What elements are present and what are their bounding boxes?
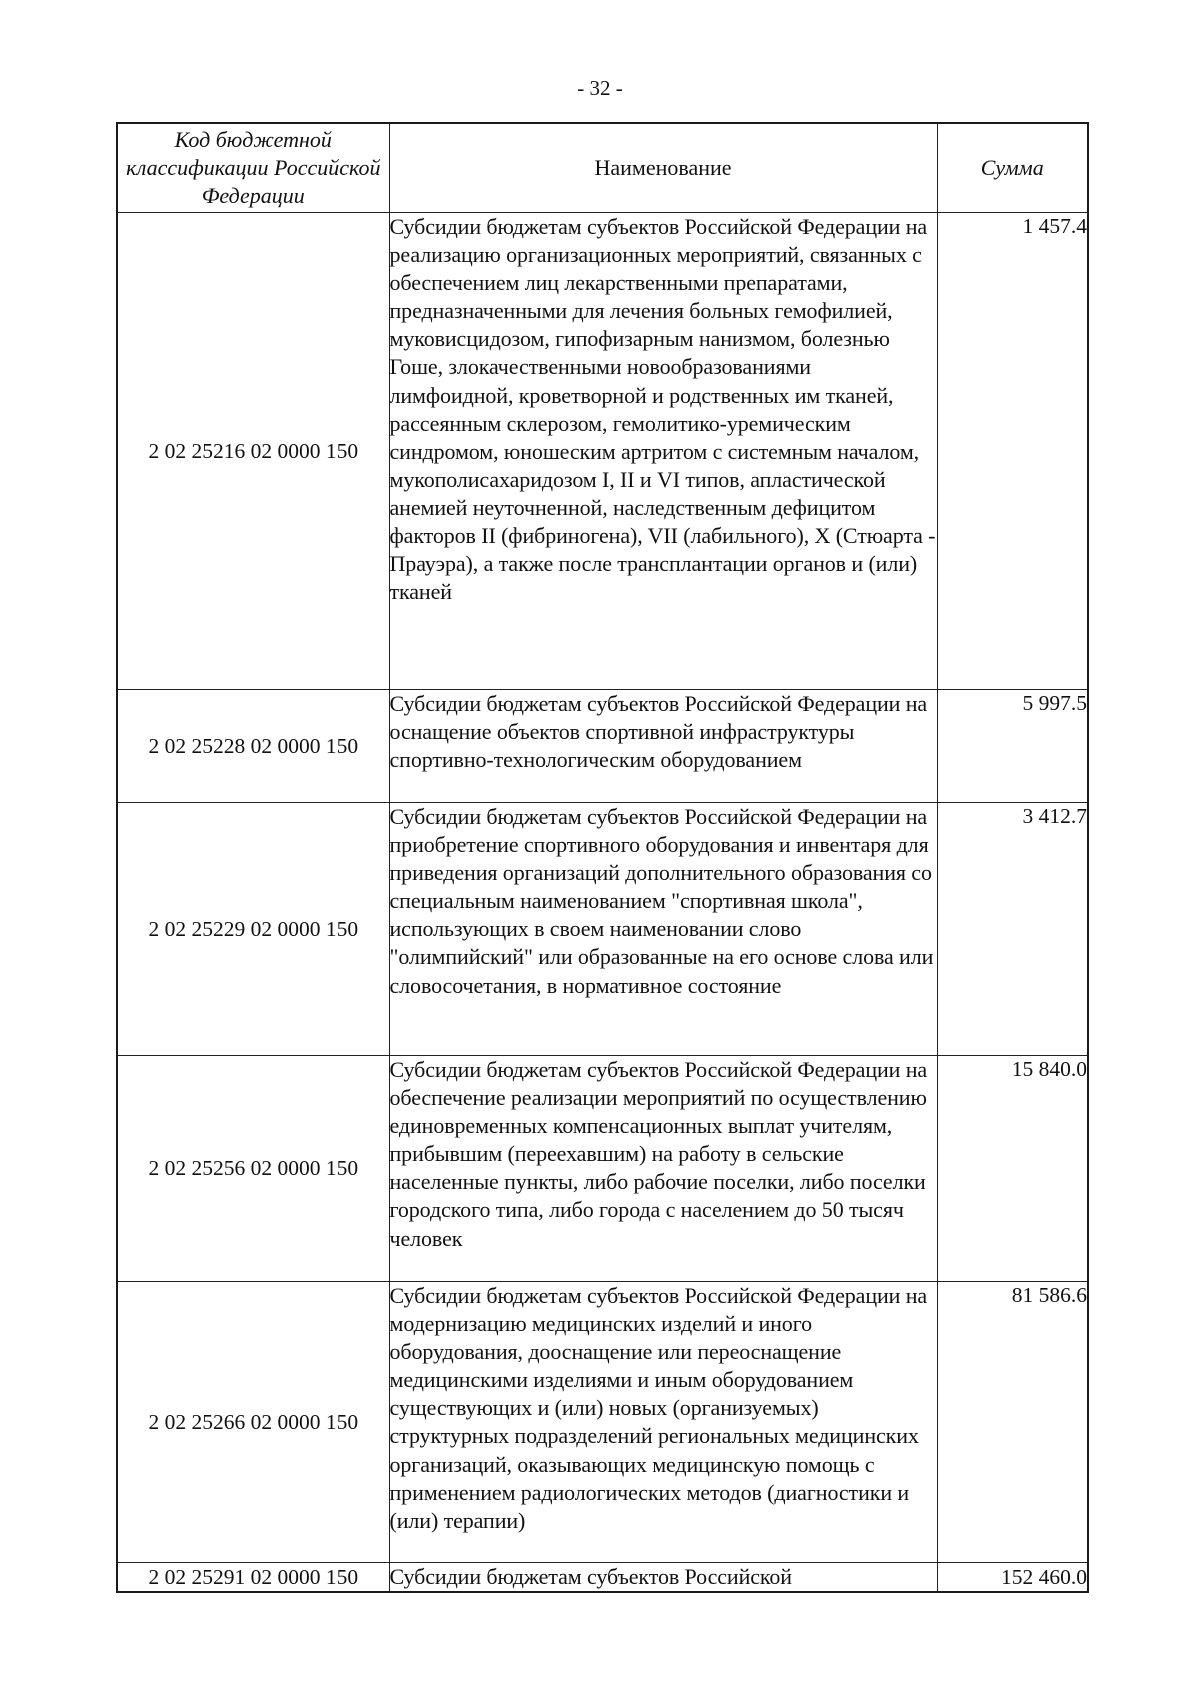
row-code: 2 02 25229 02 0000 150: [117, 803, 389, 1056]
row-code: 2 02 25291 02 0000 150: [117, 1563, 389, 1593]
row-code: 2 02 25228 02 0000 150: [117, 690, 389, 803]
table-row: [117, 803, 1088, 1056]
header-code: Код бюджетной классификации Российской Федерации: [117, 123, 389, 213]
table-row: [117, 690, 1088, 803]
row-name: Субсидии бюджетам субъектов Российской Федерации на реализацию организационных мероприятий, связанных с обеспечением лиц лекарственными препаратами, предназначенными для лечения больных гемофилией, муковисцидозом, гипофизарным нанизмом, болезнью Гоше, злокачественными новообразованиями лимфоидной, кроветворной и родственных им тканей, рассеянным склерозом, гемолитико-уремическим синдромом, юношеским артритом с системным началом, мукополисахаридозом I, II и VI типов, апластической анемией неуточненной, наследственным дефицитом факторов II (фибриногена), VII (лабильного), X (Стюарта - Прауэра), а также после трансплантации органов и (или) тканей: [389, 213, 937, 690]
header-sum: Сумма: [937, 123, 1088, 213]
row-name: Субсидии бюджетам субъектов Российской Федерации на модернизацию медицинских изделий и иного оборудования, дооснащение или переоснащение медицинскими изделиями и иным оборудованием существующих и (или) новых (организуемых) структурных подразделений региональных медицинских организаций, оказывающих медицинскую помощь с применением радиологических методов (диагностики и (или) терапии): [389, 1282, 937, 1563]
row-sum: 5 997.5: [937, 690, 1088, 803]
budget-table: [116, 122, 1089, 1593]
row-code: 2 02 25266 02 0000 150: [117, 1282, 389, 1563]
row-code: 2 02 25256 02 0000 150: [117, 1056, 389, 1282]
table-row: [117, 1563, 1088, 1593]
table-row: [117, 1282, 1088, 1563]
row-sum: 15 840.0: [937, 1056, 1088, 1282]
row-name: Субсидии бюджетам субъектов Российской: [389, 1563, 937, 1593]
table-row: [117, 1056, 1088, 1282]
row-sum: 1 457.4: [937, 213, 1088, 690]
row-name: Субсидии бюджетам субъектов Российской Федерации на оснащение объектов спортивной инфраструктуры спортивно-технологическим оборудованием: [389, 690, 937, 803]
page-number: - 32 -: [577, 76, 623, 100]
row-sum: 152 460.0: [937, 1563, 1088, 1593]
row-code: 2 02 25216 02 0000 150: [117, 213, 389, 690]
header-name: Наименование: [389, 123, 937, 213]
table-row: [117, 213, 1088, 690]
table-header-row: [117, 123, 1088, 213]
row-sum: 3 412.7: [937, 803, 1088, 1056]
row-sum: 81 586.6: [937, 1282, 1088, 1563]
row-name: Субсидии бюджетам субъектов Российской Федерации на приобретение спортивного оборудования и инвентаря для приведения организаций дополнительного образования со специальным наименованием "спортивная школа", использующих в своем наименовании слово "олимпийский" или образованные на его основе слова или словосочетания, в нормативное состояние: [389, 803, 937, 1056]
row-name: Субсидии бюджетам субъектов Российской Федерации на обеспечение реализации мероприятий по осуществлению единовременных компенсационных выплат учителям, прибывшим (переехавшим) на работу в сельские населенные пункты, либо рабочие поселки, либо поселки городского типа, либо города с населением до 50 тысяч человек: [389, 1056, 937, 1282]
